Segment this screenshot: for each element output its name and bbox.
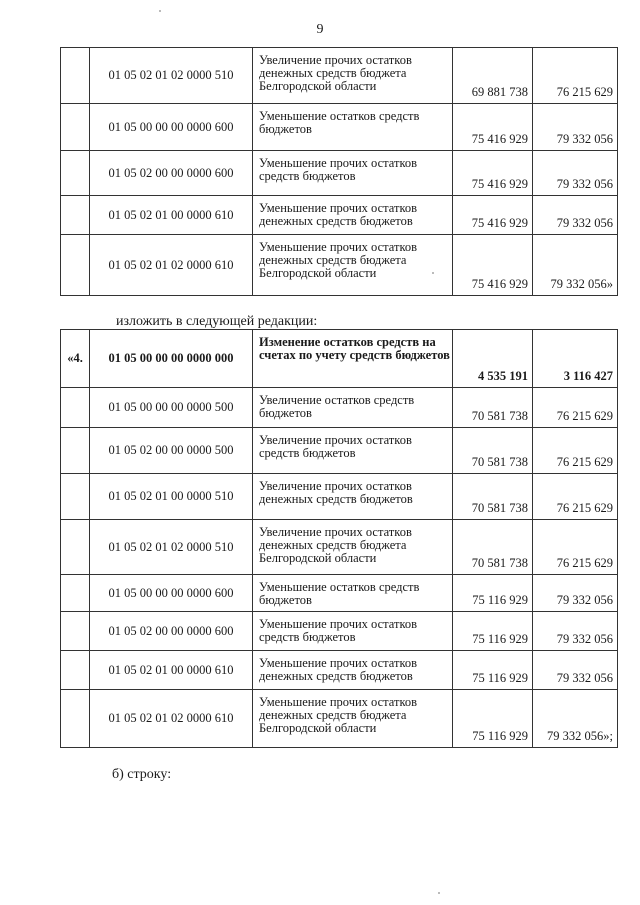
budget-code: 01 05 02 01 02 0000 510: [90, 520, 253, 575]
amount-2025: 79 332 056: [533, 151, 618, 196]
row-prefix: [61, 690, 90, 748]
amount-2025: 3 116 427: [533, 330, 618, 388]
source-name: Уменьшение прочих остатков денежных средств бюджета Белгородской области: [253, 235, 453, 296]
source-name: Уменьшение прочих остатков средств бюджетов: [253, 151, 453, 196]
amount-2025: 79 332 056: [533, 651, 618, 690]
amount-2025: 76 215 629: [533, 520, 618, 575]
amount-2024: 4 535 191: [453, 330, 533, 388]
row-prefix: [61, 612, 90, 651]
amount-2025: 76 215 629: [533, 388, 618, 428]
footer-text: б) строку:: [112, 767, 172, 782]
scan-speck: [432, 272, 434, 274]
table-row: [61, 48, 618, 104]
amount-2025: 76 215 629: [533, 428, 618, 474]
amount-2025: 76 215 629: [533, 48, 618, 104]
scan-speck: [159, 10, 161, 12]
amount-2025: 79 332 056: [533, 612, 618, 651]
amount-2025: 79 332 056: [533, 196, 618, 235]
amount-2024: 75 116 929: [453, 575, 533, 612]
table-row: [61, 651, 618, 690]
source-name: Уменьшение прочих остатков денежных средств бюджетов: [253, 651, 453, 690]
source-name: Увеличение прочих остатков денежных средств бюджета Белгородской области: [253, 48, 453, 104]
amount-2025: 79 332 056»;: [533, 690, 618, 748]
page-number: 9: [316, 22, 324, 37]
amount-2025: 79 332 056: [533, 104, 618, 151]
amount-2024: 70 581 738: [453, 520, 533, 575]
table-row: [61, 575, 618, 612]
budget-code: 01 05 02 01 00 0000 610: [90, 651, 253, 690]
table-row: [61, 520, 618, 575]
row-prefix: [61, 196, 90, 235]
budget-code: 01 05 02 00 00 0000 600: [90, 151, 253, 196]
source-name: Уменьшение прочих остатков денежных средств бюджета Белгородской области: [253, 690, 453, 748]
row-prefix: [61, 235, 90, 296]
source-name: Увеличение остатков средств бюджетов: [253, 388, 453, 428]
budget-code: 01 05 02 01 02 0000 510: [90, 48, 253, 104]
budget-code: 01 05 02 00 00 0000 600: [90, 612, 253, 651]
row-prefix: «4.: [61, 330, 90, 388]
table-row: [61, 196, 618, 235]
budget-code: 01 05 02 01 00 0000 510: [90, 474, 253, 520]
row-prefix: [61, 651, 90, 690]
amount-2024: 75 416 929: [453, 235, 533, 296]
amount-2024: 75 116 929: [453, 612, 533, 651]
table-row: [61, 428, 618, 474]
budget-code: 01 05 00 00 00 0000 600: [90, 575, 253, 612]
budget-code: 01 05 02 01 02 0000 610: [90, 690, 253, 748]
amount-2024: 75 116 929: [453, 651, 533, 690]
old-table: [60, 47, 618, 296]
table-row: [61, 388, 618, 428]
budget-code: 01 05 02 01 00 0000 610: [90, 196, 253, 235]
new-table: [60, 329, 618, 748]
table-row: [61, 151, 618, 196]
amount-2025: 76 215 629: [533, 474, 618, 520]
row-prefix: [61, 474, 90, 520]
budget-code: 01 05 02 00 00 0000 500: [90, 428, 253, 474]
budget-code: 01 05 00 00 00 0000 500: [90, 388, 253, 428]
row-prefix: [61, 388, 90, 428]
source-name: Увеличение прочих остатков денежных средств бюджета Белгородской области: [253, 520, 453, 575]
source-name: Уменьшение прочих остатков денежных средств бюджетов: [253, 196, 453, 235]
row-prefix: [61, 151, 90, 196]
amount-2024: 75 116 929: [453, 690, 533, 748]
budget-code: 01 05 00 00 00 0000 000: [90, 330, 253, 388]
table-row: [61, 690, 618, 748]
amount-2024: 75 416 929: [453, 151, 533, 196]
scan-speck: [438, 892, 440, 894]
amount-2025: 79 332 056: [533, 575, 618, 612]
transition-text: изложить в следующей редакции:: [116, 314, 318, 329]
source-name: Увеличение прочих остатков средств бюджетов: [253, 428, 453, 474]
amount-2024: 70 581 738: [453, 428, 533, 474]
budget-code: 01 05 00 00 00 0000 600: [90, 104, 253, 151]
row-prefix: [61, 575, 90, 612]
amount-2025: 79 332 056»: [533, 235, 618, 296]
amount-2024: 70 581 738: [453, 474, 533, 520]
table-row: [61, 612, 618, 651]
source-name: Изменение остатков средств на счетах по учету средств бюджетов: [253, 330, 453, 388]
table-row: [61, 474, 618, 520]
budget-code: 01 05 02 01 02 0000 610: [90, 235, 253, 296]
source-name: Увеличение прочих остатков денежных средств бюджетов: [253, 474, 453, 520]
amount-2024: 75 416 929: [453, 104, 533, 151]
source-name: Уменьшение прочих остатков средств бюджетов: [253, 612, 453, 651]
amount-2024: 69 881 738: [453, 48, 533, 104]
source-name: Уменьшение остатков средств бюджетов: [253, 104, 453, 151]
table-row: [61, 235, 618, 296]
row-prefix: [61, 48, 90, 104]
table-row: [61, 104, 618, 151]
table-row: [61, 330, 618, 388]
row-prefix: [61, 520, 90, 575]
row-prefix: [61, 428, 90, 474]
amount-2024: 70 581 738: [453, 388, 533, 428]
source-name: Уменьшение остатков средств бюджетов: [253, 575, 453, 612]
amount-2024: 75 416 929: [453, 196, 533, 235]
row-prefix: [61, 104, 90, 151]
